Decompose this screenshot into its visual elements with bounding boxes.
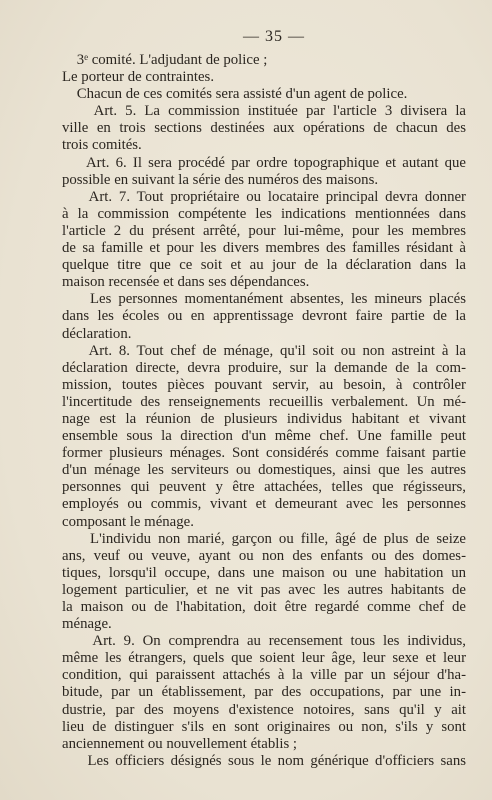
text-line: à la commission compétente les indications mentionnées dans [62, 205, 466, 222]
text-line: Chacun de ces comités sera assisté d'un agent de police. [62, 86, 408, 103]
text-line: Art. 9. On comprendra au recensement tous les individus, [62, 633, 466, 650]
text-line: condition, qui paraissent attachés à la ville par un séjour d'ha- [62, 667, 466, 684]
text-line: nage est la réunion de plusieurs individus habitant et vivant [62, 410, 466, 427]
body-text [62, 52, 466, 770]
text-line: L'individu non marié, garçon ou fille, âgé de plus de seize [62, 530, 466, 547]
text-line: l'article 2 du présent arrêté, pour lui-même, pour les membres [62, 222, 466, 239]
text-line: anciennement ou nouvellement établis ; [62, 735, 298, 752]
text-line: Art. 8. Tout chef de ménage, qu'il soit ou non astreint à la [62, 342, 466, 359]
text-line: ans, veuf ou veuve, ayant ou non des enfants ou des domes- [62, 547, 466, 564]
text-line: même les étrangers, quels que soient leur âge, leur sexe et leur [62, 650, 466, 667]
text-line: lieu de distinguer s'ils en sont originaires ou non, s'ils y sont [62, 718, 466, 735]
text-line: Art. 5. La commission instituée par l'article 3 divisera la [62, 103, 466, 120]
text-line: former plusieurs ménages. Sont considérés comme faisant partie [62, 445, 466, 462]
text-line: ville en trois sections destinées aux opérations de chacun des [62, 120, 466, 137]
text-line: dustrie, par des moyens d'existence notoires, sans qu'il y ait [62, 701, 466, 718]
text-line: bitude, par un établissement, par des occupations, par une in- [62, 684, 466, 701]
text-line: déclaration directe, devra produire, sur la demande de la com- [62, 359, 466, 376]
text-line: Art. 6. Il sera procédé par ordre topographique et autant que [62, 154, 466, 171]
page-number: — 35 — [243, 28, 305, 45]
text-line: ménage. [62, 616, 112, 633]
text-line: déclaration. [62, 325, 132, 342]
text-line: Les officiers désignés sous le nom générique d'officiers sans [62, 752, 466, 769]
text-line: Art. 7. Tout propriétaire ou locataire principal devra donner [62, 188, 466, 205]
text-line: trois comités. [62, 137, 142, 154]
text-line: ensemble sous la direction d'un même chef. Une famille peut [62, 428, 466, 445]
text-line: maison recensée et dans ses dépendances. [62, 274, 310, 291]
text-line: l'incertitude des renseignements recueillis verbalement. Un mé- [62, 393, 466, 410]
text-line: dans les écoles ou en apprentissage devront faire partie de la [62, 308, 466, 325]
text-line: Les personnes momentanément absentes, les mineurs placés [62, 291, 466, 308]
text-line: Le porteur de contraintes. [62, 69, 215, 86]
text-line: tiques, lorsqu'il occupe, dans une maison ou une habitation un [62, 564, 466, 581]
text-line: 3ᵉ comité. L'adjudant de police ; [62, 52, 268, 68]
text-line: employés ou commis, vivant et demeurant avec les personnes [62, 496, 466, 513]
text-line: composant le ménage. [62, 513, 194, 530]
text-line: d'un ménage les serviteurs ou domestiques, ainsi que les autres [62, 462, 466, 479]
text-line: logement particulier, et ne vit pas avec les autres habitants de [62, 581, 466, 598]
text-line: quelque titre que ce soit et au jour de la déclaration dans la [62, 257, 466, 274]
text-line: possible en suivant la série des numéros des maisons. [62, 171, 379, 188]
text-line: de sa famille et pour les divers membres des familles résidant à [62, 240, 466, 257]
text-line: mission, toutes pièces pouvant servir, au besoin, à contrôler [62, 376, 466, 393]
text-line: personnes qui peuvent y être attachées, telles que régisseurs, [62, 479, 466, 496]
text-line: la maison ou de l'habitation, doit être regardé comme chef de [62, 599, 466, 615]
